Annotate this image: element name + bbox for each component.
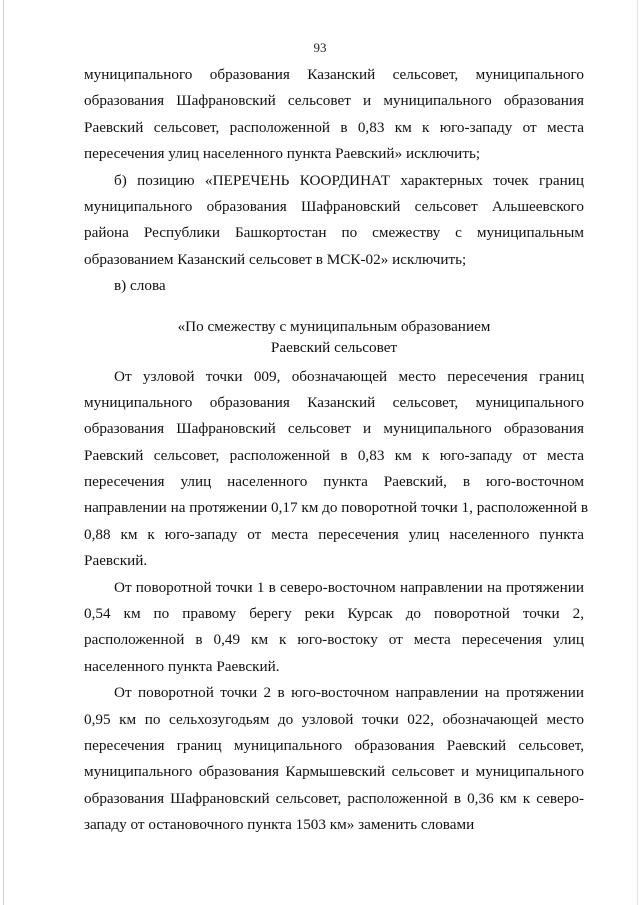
text-line: 0,88 км к юго-западу от места пересечения улиц населенного пункта: [84, 525, 584, 543]
document-body: [84, 62, 589, 839]
section-paragraph-3: [84, 680, 584, 838]
section-heading: [84, 316, 584, 358]
text-line: западу от остановочного пункта 1503 км» заменить словами: [84, 816, 475, 834]
paragraph-continuation: [84, 62, 584, 168]
paragraph-v: [84, 273, 584, 299]
text-line: образования Шафрановский сельсовет, расположенной в 0,36 км к северо-: [84, 789, 584, 807]
section-paragraph-2: [84, 575, 584, 681]
text-line: От поворотной точки 1 в северо-восточном направлении на протяжении: [114, 578, 584, 596]
text-line: б) позицию «ПЕРЕЧЕНЬ КООРДИНАТ характерных точек границ: [114, 171, 584, 189]
heading-line-1: «По смежеству с муниципальным образованием: [177, 317, 491, 335]
text-line: 0,95 км по сельхозугодьям до узловой точки 022, обозначающей место: [84, 710, 584, 728]
text-line: в) слова: [114, 277, 166, 295]
text-line: Раевский сельсовет, расположенной в 0,83 км к юго-западу от места: [84, 118, 584, 136]
text-line: района Республики Башкортостан по смежеству с муниципальным: [84, 224, 584, 242]
text-line: От поворотной точки 2 в юго-восточном направлении на протяжении: [114, 684, 584, 702]
text-line: муниципального образования Кармышевский сельсовет и муниципального: [84, 763, 584, 781]
text-line: муниципального образования Казанский сельсовет, муниципального: [84, 393, 584, 411]
text-line: пересечения границ муниципального образования Раевский сельсовет,: [84, 736, 584, 754]
page-number: 93: [313, 40, 327, 55]
text-line: От узловой точки 009, обозначающей место пересечения границ: [114, 367, 584, 385]
text-line: муниципального образования Казанский сельсовет, муниципального: [84, 66, 584, 83]
text-line: расположенной в 0,49 км к юго-востоку от места пересечения улиц: [84, 631, 584, 649]
text-line: образования Шафрановский сельсовет и муниципального образования: [84, 92, 584, 110]
paragraph-b: [84, 168, 584, 274]
scan-edge-left: [3, 0, 4, 905]
text-line: 0,54 км по правому берегу реки Курсак до поворотной точки 2,: [84, 605, 584, 623]
text-line: пересечения улиц населенного пункта Раевский» исключить;: [84, 145, 481, 163]
text-line: Раевский сельсовет, расположенной в 0,83 км к юго-западу от места: [84, 446, 584, 464]
text-line: муниципального образования Шафрановский сельсовет Альшеевского: [84, 197, 584, 215]
text-line: образования Шафрановский сельсовет и муниципального образования: [84, 420, 584, 438]
scan-edge-right: [637, 0, 638, 905]
text-line: населенного пункта Раевский.: [84, 657, 280, 675]
heading-line-2: Раевский сельсовет: [270, 338, 398, 356]
text-line: пересечения улиц населенного пункта Раевский, в юго-восточном: [84, 473, 584, 491]
text-line: направлении на протяжении 0,17 км до поворотной точки 1, расположенной в: [84, 499, 589, 517]
text-line: образованием Казанский сельсовет в МСК-02» исключить;: [84, 250, 467, 268]
section-paragraph-1: [84, 364, 589, 575]
text-line: Раевский.: [84, 552, 148, 570]
